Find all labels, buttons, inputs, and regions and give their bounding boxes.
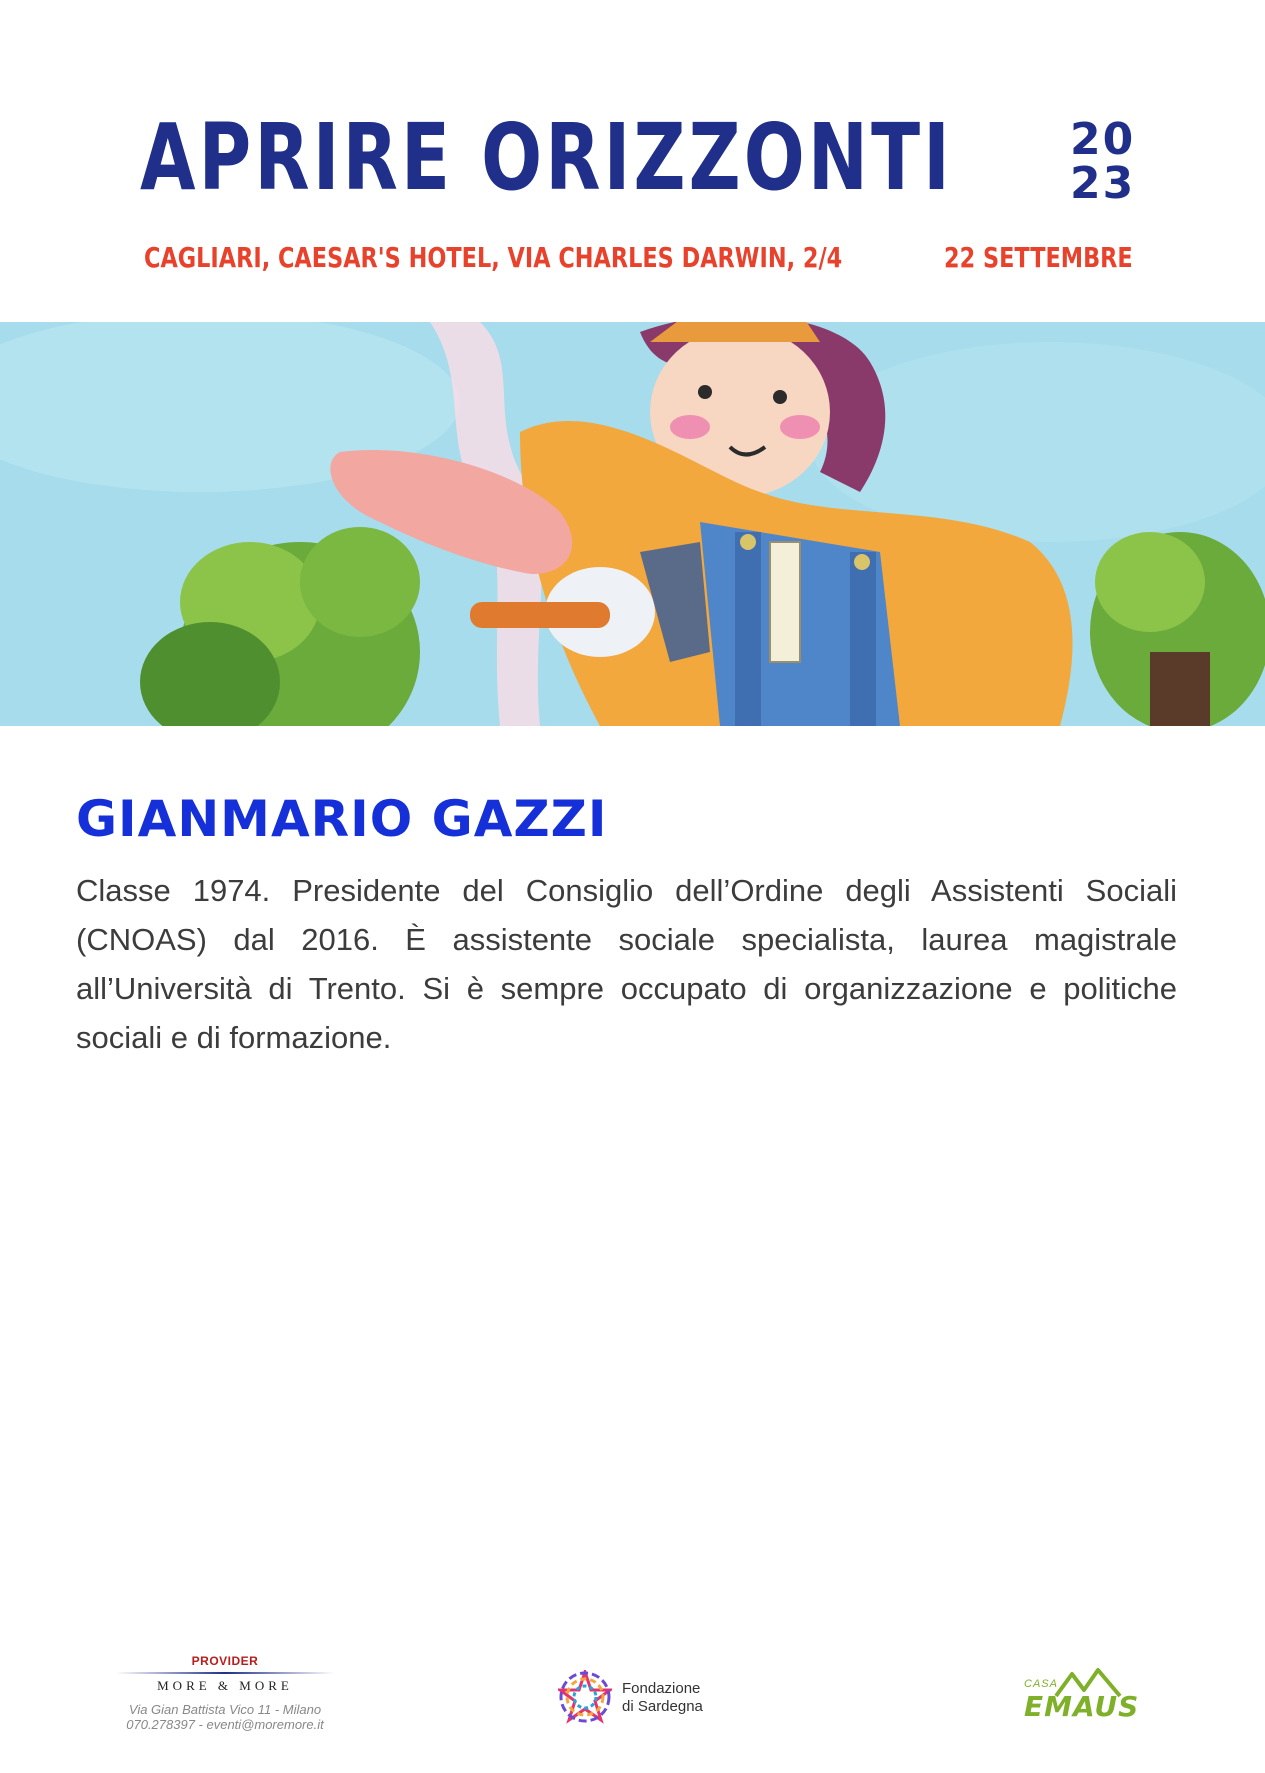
header (0, 0, 1265, 322)
casa-emaus-logo (1020, 1668, 1160, 1728)
foundation-logo (558, 1670, 778, 1730)
provider-address: Via Gian Battista Vico 11 - Milano (128, 1702, 322, 1717)
provider-brand: MORE & MORE (157, 1678, 293, 1693)
event-date: 22 SETTEMBRE (944, 241, 1133, 274)
event-year (1070, 114, 1136, 209)
year-top: 20 (1070, 114, 1136, 165)
casa-label: CASA (1024, 1678, 1058, 1690)
foundation-text (622, 1680, 703, 1716)
foundation-star-icon (558, 1670, 612, 1724)
foundation-line2: di Sardegna (622, 1698, 703, 1715)
provider-label: PROVIDER (191, 1654, 259, 1668)
provider-logo (110, 1654, 340, 1732)
provider-divider (116, 1672, 334, 1674)
emaus-label: EMAUS (1024, 1690, 1140, 1723)
hero-illustration (0, 322, 1265, 726)
event-title: APRIRE ORIZZONTI (140, 104, 954, 211)
event-venue: CAGLIARI, CAESAR'S HOTEL, VIA CHARLES DARWIN, 2/4 (144, 241, 843, 274)
foundation-line1: Fondazione (622, 1680, 701, 1697)
speaker-name: GIANMARIO GAZZI (76, 790, 608, 848)
year-bottom: 23 (1070, 158, 1136, 209)
speaker-bio: Classe 1974. Presidente del Consiglio dell’Ordine degli Assistenti Sociali (CNOAS) dal 2016. È assistente sociale specialista, laurea magistrale all’Università di Trento. Si è sempre occupato di organizzazione e politiche sociali e di formazione. (76, 873, 1177, 1055)
provider-contact: 070.278397 - eventi@moremore.it (126, 1717, 324, 1732)
